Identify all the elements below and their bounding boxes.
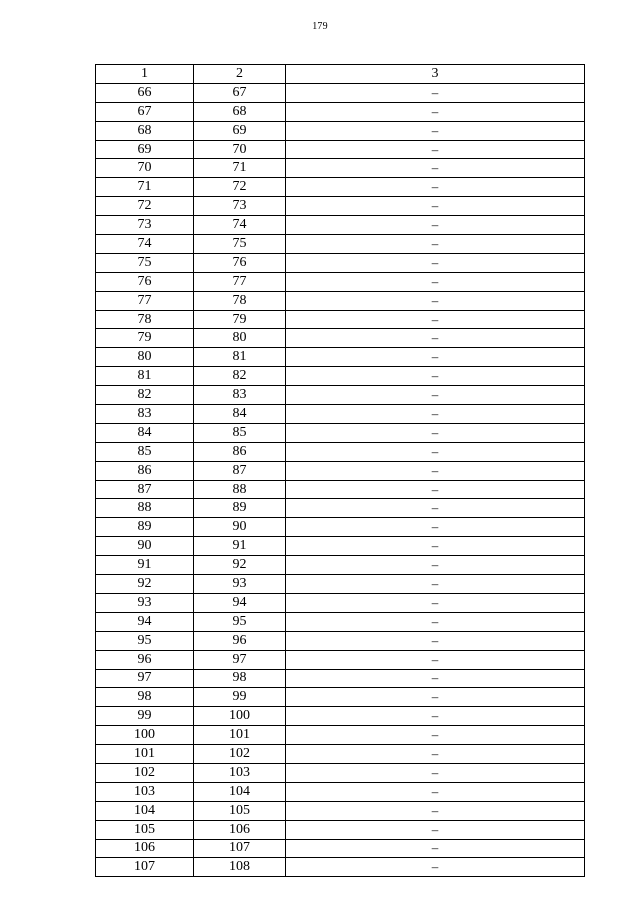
table-cell-col2: 84: [194, 405, 286, 424]
table-cell-col1: 66: [96, 83, 194, 102]
column-header-2: 2: [194, 65, 286, 84]
table-row: [96, 272, 585, 291]
table-row: [96, 405, 585, 424]
table-cell-col3: –: [286, 707, 585, 726]
table-cell-col2: 93: [194, 575, 286, 594]
table-row: [96, 782, 585, 801]
table-cell-col3: –: [286, 121, 585, 140]
table-cell-col1: 103: [96, 782, 194, 801]
table-cell-col1: 94: [96, 612, 194, 631]
table-cell-col3: –: [286, 461, 585, 480]
table-cell-col1: 93: [96, 593, 194, 612]
table-row: [96, 480, 585, 499]
table-cell-col2: 100: [194, 707, 286, 726]
table-cell-col1: 78: [96, 310, 194, 329]
table-cell-col3: –: [286, 782, 585, 801]
table-cell-col2: 80: [194, 329, 286, 348]
column-header-3: 3: [286, 65, 585, 84]
table-cell-col1: 98: [96, 688, 194, 707]
table-header-row: [96, 65, 585, 84]
table-cell-col3: –: [286, 612, 585, 631]
table-row: [96, 801, 585, 820]
table-row: [96, 688, 585, 707]
table-row: [96, 556, 585, 575]
table-cell-col2: 75: [194, 235, 286, 254]
table-row: [96, 386, 585, 405]
table-row: [96, 102, 585, 121]
table-row: [96, 121, 585, 140]
table-cell-col1: 73: [96, 216, 194, 235]
table-cell-col2: 86: [194, 442, 286, 461]
table-row: [96, 745, 585, 764]
table-row: [96, 140, 585, 159]
table-cell-col1: 89: [96, 518, 194, 537]
table-cell-col2: 85: [194, 423, 286, 442]
table-cell-col3: –: [286, 102, 585, 121]
table-cell-col1: 68: [96, 121, 194, 140]
table-cell-col3: –: [286, 329, 585, 348]
table-cell-col1: 80: [96, 348, 194, 367]
table-cell-col3: –: [286, 235, 585, 254]
table-cell-col3: –: [286, 197, 585, 216]
table-cell-col3: –: [286, 83, 585, 102]
table-cell-col2: 78: [194, 291, 286, 310]
table-row: [96, 669, 585, 688]
table-cell-col2: 74: [194, 216, 286, 235]
table-cell-col3: –: [286, 801, 585, 820]
table-cell-col2: 103: [194, 763, 286, 782]
table-cell-col1: 67: [96, 102, 194, 121]
table-cell-col3: –: [286, 499, 585, 518]
table-row: [96, 707, 585, 726]
table-cell-col2: 87: [194, 461, 286, 480]
table-cell-col1: 101: [96, 745, 194, 764]
table-cell-col2: 70: [194, 140, 286, 159]
table-cell-col1: 77: [96, 291, 194, 310]
table-cell-col2: 91: [194, 537, 286, 556]
table-row: [96, 253, 585, 272]
table-cell-col2: 92: [194, 556, 286, 575]
table-cell-col1: 75: [96, 253, 194, 272]
table-cell-col1: 82: [96, 386, 194, 405]
column-header-1: 1: [96, 65, 194, 84]
table-cell-col2: 73: [194, 197, 286, 216]
table-cell-col3: –: [286, 291, 585, 310]
table-cell-col3: –: [286, 820, 585, 839]
table-cell-col1: 102: [96, 763, 194, 782]
table-cell-col1: 83: [96, 405, 194, 424]
table-row: [96, 537, 585, 556]
table-cell-col1: 107: [96, 858, 194, 877]
table-cell-col3: –: [286, 140, 585, 159]
table-cell-col1: 99: [96, 707, 194, 726]
table-cell-col3: –: [286, 518, 585, 537]
table-cell-col1: 100: [96, 726, 194, 745]
table-cell-col2: 72: [194, 178, 286, 197]
table-cell-col3: –: [286, 745, 585, 764]
table-cell-col1: 79: [96, 329, 194, 348]
table-cell-col3: –: [286, 480, 585, 499]
table-cell-col3: –: [286, 537, 585, 556]
table-row: [96, 423, 585, 442]
table-row: [96, 329, 585, 348]
table-row: [96, 442, 585, 461]
table-cell-col1: 90: [96, 537, 194, 556]
table-row: [96, 83, 585, 102]
table-cell-col2: 101: [194, 726, 286, 745]
table-row: [96, 575, 585, 594]
table-row: [96, 518, 585, 537]
table-cell-col1: 81: [96, 367, 194, 386]
table-row: [96, 291, 585, 310]
table-cell-col3: –: [286, 593, 585, 612]
table-cell-col2: 69: [194, 121, 286, 140]
table-row: [96, 858, 585, 877]
table-cell-col1: 106: [96, 839, 194, 858]
table-row: [96, 348, 585, 367]
table-cell-col2: 68: [194, 102, 286, 121]
table-cell-col2: 76: [194, 253, 286, 272]
table-row: [96, 612, 585, 631]
table-cell-col3: –: [286, 669, 585, 688]
table-cell-col3: –: [286, 442, 585, 461]
table-cell-col1: 76: [96, 272, 194, 291]
table-row: [96, 461, 585, 480]
table-row: [96, 499, 585, 518]
table-cell-col1: 92: [96, 575, 194, 594]
table-cell-col1: 95: [96, 631, 194, 650]
table-cell-col2: 79: [194, 310, 286, 329]
table-cell-col2: 99: [194, 688, 286, 707]
table-cell-col3: –: [286, 726, 585, 745]
table-cell-col1: 91: [96, 556, 194, 575]
table-cell-col1: 87: [96, 480, 194, 499]
table-cell-col3: –: [286, 631, 585, 650]
table-row: [96, 367, 585, 386]
table-cell-col2: 89: [194, 499, 286, 518]
table-row: [96, 820, 585, 839]
table-cell-col2: 104: [194, 782, 286, 801]
table-row: [96, 726, 585, 745]
table-cell-col1: 84: [96, 423, 194, 442]
table-row: [96, 197, 585, 216]
table-cell-col2: 77: [194, 272, 286, 291]
table-cell-col2: 71: [194, 159, 286, 178]
table-cell-col2: 102: [194, 745, 286, 764]
table-cell-col2: 83: [194, 386, 286, 405]
table-row: [96, 159, 585, 178]
table-cell-col1: 85: [96, 442, 194, 461]
table-cell-col3: –: [286, 575, 585, 594]
table-cell-col2: 97: [194, 650, 286, 669]
table-cell-col3: –: [286, 310, 585, 329]
table-cell-col2: 95: [194, 612, 286, 631]
table-row: [96, 763, 585, 782]
table-row: [96, 650, 585, 669]
table-cell-col2: 105: [194, 801, 286, 820]
table-row: [96, 839, 585, 858]
table-cell-col1: 71: [96, 178, 194, 197]
table-cell-col3: –: [286, 367, 585, 386]
table-body: [96, 83, 585, 876]
table-cell-col3: –: [286, 272, 585, 291]
table-cell-col1: 72: [96, 197, 194, 216]
table-row: [96, 631, 585, 650]
table-cell-col1: 97: [96, 669, 194, 688]
table-cell-col3: –: [286, 405, 585, 424]
table-cell-col2: 106: [194, 820, 286, 839]
table-row: [96, 310, 585, 329]
table-cell-col3: –: [286, 650, 585, 669]
table-cell-col2: 82: [194, 367, 286, 386]
table-cell-col1: 88: [96, 499, 194, 518]
table-cell-col3: –: [286, 178, 585, 197]
data-table: [95, 64, 585, 877]
table-cell-col3: –: [286, 253, 585, 272]
table-cell-col2: 88: [194, 480, 286, 499]
table-cell-col1: 104: [96, 801, 194, 820]
table-cell-col1: 74: [96, 235, 194, 254]
table-row: [96, 216, 585, 235]
table-cell-col3: –: [286, 688, 585, 707]
table-cell-col1: 69: [96, 140, 194, 159]
table-cell-col2: 90: [194, 518, 286, 537]
table-cell-col3: –: [286, 386, 585, 405]
table-cell-col3: –: [286, 216, 585, 235]
table-cell-col3: –: [286, 858, 585, 877]
table-cell-col3: –: [286, 556, 585, 575]
table-cell-col1: 105: [96, 820, 194, 839]
table-cell-col2: 81: [194, 348, 286, 367]
page-number: 179: [312, 21, 328, 32]
table-cell-col3: –: [286, 348, 585, 367]
table-cell-col1: 86: [96, 461, 194, 480]
table-row: [96, 235, 585, 254]
table-cell-col2: 98: [194, 669, 286, 688]
table-cell-col3: –: [286, 423, 585, 442]
table-cell-col2: 96: [194, 631, 286, 650]
table-cell-col2: 108: [194, 858, 286, 877]
table-row: [96, 178, 585, 197]
table-cell-col3: –: [286, 839, 585, 858]
table-cell-col2: 107: [194, 839, 286, 858]
table-cell-col1: 70: [96, 159, 194, 178]
table-cell-col2: 67: [194, 83, 286, 102]
table-cell-col3: –: [286, 763, 585, 782]
table-cell-col1: 96: [96, 650, 194, 669]
table-cell-col3: –: [286, 159, 585, 178]
table-row: [96, 593, 585, 612]
table-cell-col2: 94: [194, 593, 286, 612]
